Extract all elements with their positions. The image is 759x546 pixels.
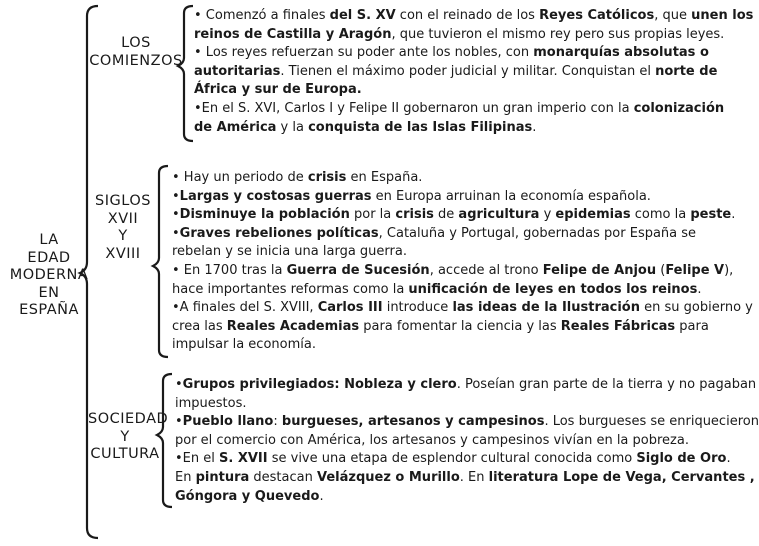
bullet-line [194,119,753,138]
text: . En [459,469,489,485]
bold-text: reinos de Castilla y Aragón [194,26,392,42]
text: ( [656,262,666,278]
text: con el reinado de los [395,8,540,23]
bullet-line [194,44,753,63]
label-line: COMIENZOS [89,52,183,69]
root-line: MODERNA [9,267,89,283]
bold-text: Disminuye la población [179,207,350,223]
bold-text: Largas y costosas guerras [179,188,372,204]
text: . [731,207,736,223]
text: •En el [175,451,219,467]
text: impulsar la economía. [172,337,316,353]
comienzos-bracket [178,6,193,141]
bullet-line [172,188,753,207]
bold-text: Graves rebeliones políticas [179,225,379,241]
bold-text: Felipe V [665,262,725,278]
text: y la [276,119,309,135]
section-label-siglos [88,193,158,263]
bold-text: colonización [633,100,725,116]
text: •En el S. XVI, Carlos I y Felipe II gobernaron un gran imperio con la [194,100,634,116]
root-line: LA [39,232,59,248]
bold-text: S. XVII [219,451,268,467]
text: • [172,188,180,204]
text: • [175,414,183,430]
bullet-line [172,299,753,318]
text: de [433,207,459,223]
section-content-sociedad [175,376,759,506]
text: impuestos. [175,395,247,411]
bullet-line [172,318,753,337]
text: destacan [249,469,317,485]
root-label [0,232,98,320]
bold-text: Guerra de Sucesión [286,262,430,278]
label-line: SOCIEDAD [88,411,169,427]
bullet-line [194,26,753,45]
text: introduce [382,300,453,316]
text: . [532,119,537,135]
bullet-line [175,488,759,507]
text: crea las [172,318,227,334]
bullet-line [172,206,753,225]
text: • Comenzó a finales [194,8,330,23]
bullet-line [175,395,759,414]
text: en su gobierno y [640,300,753,316]
bullet-line [194,100,753,119]
bullet-line [172,262,753,281]
section-content-comienzos [194,7,753,137]
bold-text: crisis [395,207,434,223]
text: ), [724,262,734,278]
bold-text: Góngora y Quevedo [175,488,320,504]
bold-text: Grupos privilegiados: Nobleza y clero [182,377,457,392]
text: , accede al trono [429,262,543,278]
bullet-line [194,81,753,100]
bold-text: pintura [195,469,250,485]
bullet-line [175,432,759,451]
bullet-line [172,225,753,244]
bold-text: de América [194,119,277,135]
text: . Poseían gran parte de la tierra y no pagaban [456,377,757,392]
text: • Los reyes refuerzan su poder ante los nobles, con [194,45,534,61]
bold-text: Velázquez o Murillo [316,469,460,485]
bold-text: peste [690,207,732,223]
text: . [726,451,731,467]
bullet-line [175,450,759,469]
label-line: XVII [107,210,139,227]
bold-text: conquista de las Islas Filipinas [308,119,533,135]
bullet-line [172,336,753,355]
bold-text: Carlos III [317,300,383,316]
section-content-siglos [172,169,753,355]
text: • [172,225,180,241]
label-line: XVIII [105,245,141,262]
text: • [175,377,183,392]
text: • [172,207,180,223]
bold-text: Pueblo llano [182,414,274,430]
text: para [675,318,709,334]
text: . Tienen el máximo poder judicial y militar. Conquistan el [280,63,656,79]
bold-text: Felipe de Anjou [542,262,657,278]
text: en Europa arruinan la economía española. [371,188,651,204]
section-label-sociedad [88,411,169,464]
bullet-line [172,243,753,262]
text: hace importantes reformas como la [172,281,409,297]
text: : [273,414,282,430]
text: •A finales del S. XVIII, [172,300,318,316]
bullet-line [172,281,753,300]
label-line: LOS [121,35,151,51]
bold-text: epidemias [555,207,631,223]
text: para fomentar la ciencia y las [359,318,561,334]
text: . [319,488,324,504]
bold-text: norte de [655,63,718,79]
bullet-line [194,7,753,26]
label-line: Y [120,428,130,445]
text: • En 1700 tras la [172,262,287,278]
text: rebelan y se inicia una larga guerra. [172,244,407,260]
text: , Cataluña y Portugal, gobernadas por España se [378,225,697,241]
bold-text: Reyes Católicos [539,8,655,23]
text: , que [654,8,692,23]
label-line: SIGLOS [95,193,151,209]
bold-text: literatura Lope de Vega, Cervantes , [488,469,755,485]
bold-text: unificación de leyes en todos los reinos [408,281,698,297]
text: en España. [346,170,423,185]
bold-text: unen los [691,8,754,23]
bullet-line [194,63,753,82]
bold-text: autoritarias [194,63,281,79]
root-line: ESPAÑA [19,302,79,318]
section-label-comienzos [88,35,184,70]
bold-text: monarquías absolutas o [533,45,709,61]
text: . Los burgueses se enriquecieron [544,414,759,430]
bullet-line [175,376,759,395]
text: por la [349,207,396,223]
text: y [539,207,556,223]
label-line: CULTURA [90,446,160,462]
bullet-line [175,413,759,432]
text: se vive una etapa de esplendor cultural conocida como [267,451,637,467]
bold-text: África y sur de Europa. [194,82,362,98]
label-line: Y [118,228,128,244]
bullet-line [172,169,753,188]
text: , que tuvieron el mismo rey pero sus propias leyes. [391,26,725,42]
bold-text: agricultura [458,207,540,223]
text: En [175,469,196,485]
text: por el comercio con América, los artesanos y campesinos vivían en la pobreza. [175,432,689,448]
root-line: EN [38,284,60,301]
bold-text: burgueses, artesanos y campesinos [281,414,545,430]
bold-text: Siglo de Oro [636,451,727,467]
root-line: EDAD [27,249,71,266]
text: • Hay un periodo de [172,170,308,185]
bold-text: Reales Fábricas [560,318,676,334]
bold-text: del S. XV [329,8,396,23]
text: . [697,281,702,297]
bold-text: las ideas de la Ilustración [452,300,640,316]
text: como la [630,207,691,223]
bold-text: crisis [307,170,347,185]
bold-text: Reales Academias [226,318,360,334]
bullet-line [175,469,759,488]
